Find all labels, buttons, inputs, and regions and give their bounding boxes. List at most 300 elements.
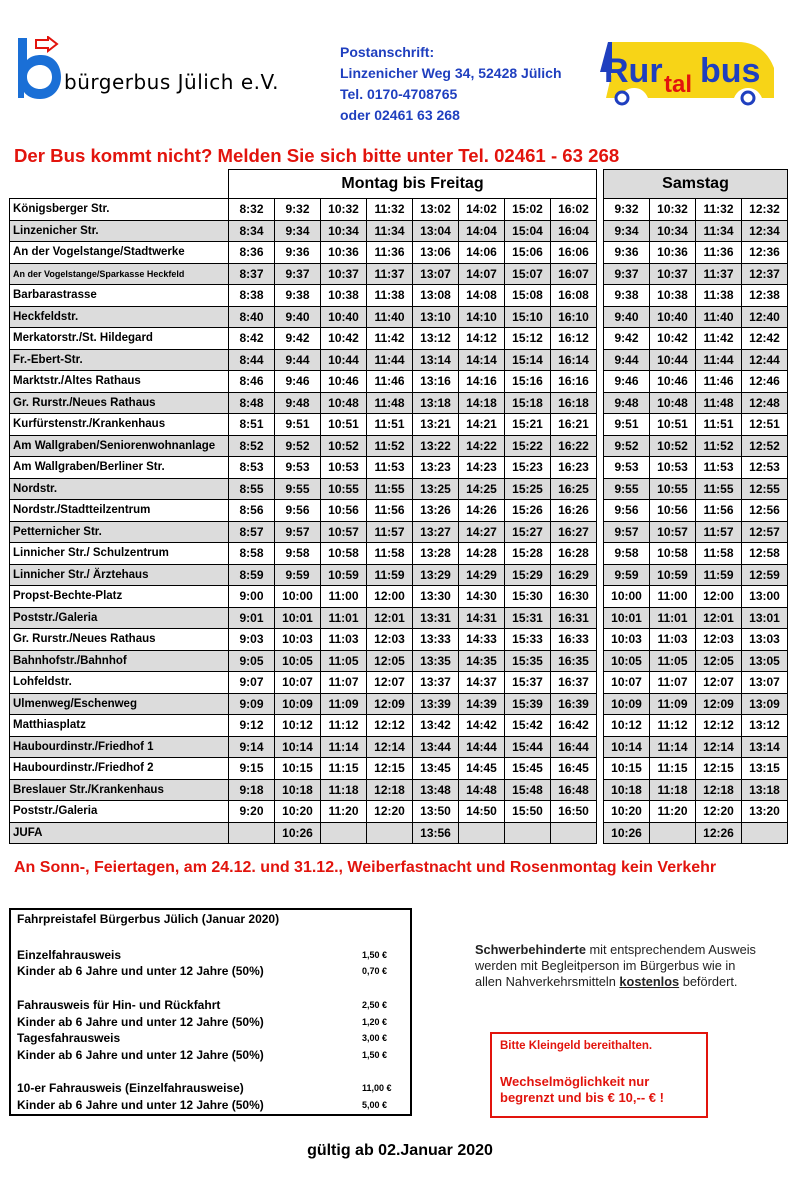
saturday-departure: 10:59	[650, 564, 696, 586]
saturday-departure: 12:05	[696, 650, 742, 672]
fare-price: 11,00 €	[362, 1083, 392, 1093]
weekday-departure: 11:56	[367, 500, 413, 522]
saturday-departure: 11:44	[696, 349, 742, 371]
timetable-row	[10, 672, 788, 694]
weekday-departure: 13:33	[413, 629, 459, 651]
weekday-departure: 11:03	[321, 629, 367, 651]
saturday-departure: 10:18	[604, 779, 650, 801]
timetable-row	[10, 371, 788, 393]
saturday-departure: 13:03	[742, 629, 788, 651]
saturday-departure: 11:52	[696, 435, 742, 457]
saturday-departure: 12:48	[742, 392, 788, 414]
saturday-departure: 12:07	[696, 672, 742, 694]
timetable-row	[10, 306, 788, 328]
weekday-departure: 12:09	[367, 693, 413, 715]
weekday-departure: 10:55	[321, 478, 367, 500]
fare-price: 5,00 €	[362, 1100, 388, 1110]
weekday-departure: 11:05	[321, 650, 367, 672]
saturday-departure: 11:38	[696, 285, 742, 307]
weekday-departure: 15:04	[505, 220, 551, 242]
weekday-departure: 9:05	[229, 650, 275, 672]
saturday-departure: 12:20	[696, 801, 742, 823]
weekday-departure: 12:15	[367, 758, 413, 780]
weekday-departure: 13:30	[413, 586, 459, 608]
saturday-departure: 9:37	[604, 263, 650, 285]
postal-address	[340, 42, 590, 126]
saturday-departure: 9:53	[604, 457, 650, 479]
weekday-departure: 16:50	[551, 801, 597, 823]
stop-name: Lohfeldstr.	[10, 672, 229, 694]
weekday-departure: 11:01	[321, 607, 367, 629]
saturday-departure: 10:32	[650, 199, 696, 221]
weekday-departure: 9:34	[275, 220, 321, 242]
weekday-departure: 16:12	[551, 328, 597, 350]
timetable-row	[10, 521, 788, 543]
weekday-departure: 14:37	[459, 672, 505, 694]
weekday-departure: 14:31	[459, 607, 505, 629]
saturday-departure: 10:01	[604, 607, 650, 629]
disabled-passenger-note	[475, 942, 765, 990]
weekday-departure: 16:04	[551, 220, 597, 242]
weekday-departure: 15:25	[505, 478, 551, 500]
stop-name: Gr. Rurstr./Neues Rathaus	[10, 392, 229, 414]
weekday-departure: 9:36	[275, 242, 321, 264]
fare-label: Kinder ab 6 Jahre und unter 12 Jahre (50%)	[17, 1098, 264, 1112]
weekday-departure: 9:58	[275, 543, 321, 565]
weekday-departure: 11:48	[367, 392, 413, 414]
buergerbus-logo	[14, 36, 304, 102]
weekday-departure: 14:30	[459, 586, 505, 608]
saturday-departure: 10:05	[604, 650, 650, 672]
saturday-departure: 12:58	[742, 543, 788, 565]
weekday-departure: 15:31	[505, 607, 551, 629]
fare-label: Tagesfahrausweis	[17, 1031, 121, 1045]
column-gap	[597, 170, 604, 199]
stop-name: Linnicher Str./ Ärztehaus	[10, 564, 229, 586]
weekday-departure: 11:37	[367, 263, 413, 285]
saturday-departure: 11:36	[696, 242, 742, 264]
weekday-departure: 16:10	[551, 306, 597, 328]
saturday-departure: 9:51	[604, 414, 650, 436]
weekday-departure: 16:37	[551, 672, 597, 694]
stop-name: Linnicher Str./ Schulzentrum	[10, 543, 229, 565]
timetable-row	[10, 478, 788, 500]
timetable-row	[10, 715, 788, 737]
weekday-departure: 14:10	[459, 306, 505, 328]
saturday-departure: 9:52	[604, 435, 650, 457]
weekday-departure: 8:59	[229, 564, 275, 586]
weekday-departure: 9:44	[275, 349, 321, 371]
weekday-departure: 9:57	[275, 521, 321, 543]
weekday-departure: 9:48	[275, 392, 321, 414]
saturday-departure: 10:26	[604, 822, 650, 844]
fare-label: Einzelfahrausweis	[17, 948, 122, 962]
saturday-departure: 10:38	[650, 285, 696, 307]
weekday-departure: 8:57	[229, 521, 275, 543]
saturday-departure: 9:55	[604, 478, 650, 500]
rurtalbus-logo	[588, 38, 784, 108]
weekday-departure: 10:48	[321, 392, 367, 414]
saturday-departure: 9:58	[604, 543, 650, 565]
saturday-departure: 12:42	[742, 328, 788, 350]
stop-name: Petternicher Str.	[10, 521, 229, 543]
stop-name: JUFA	[10, 822, 229, 844]
saturday-departure: 10:09	[604, 693, 650, 715]
weekday-departure: 9:15	[229, 758, 275, 780]
weekday-departure: 11:46	[367, 371, 413, 393]
saturday-departure: 13:12	[742, 715, 788, 737]
stop-name: An der Vogelstange/Sparkasse Heckfeld	[10, 263, 229, 285]
weekday-departure: 15:21	[505, 414, 551, 436]
disabled-note-free: kostenlos	[619, 974, 680, 989]
saturday-departure: 12:01	[696, 607, 742, 629]
weekday-departure: 14:29	[459, 564, 505, 586]
saturday-departure: 10:34	[650, 220, 696, 242]
weekday-departure: 8:52	[229, 435, 275, 457]
weekday-departure: 13:28	[413, 543, 459, 565]
saturday-departure: 11:34	[696, 220, 742, 242]
weekday-departure: 15:07	[505, 263, 551, 285]
fare-label: Fahrausweis für Hin- und Rückfahrt	[17, 998, 221, 1012]
change-warning-box	[490, 1032, 708, 1118]
timetable-row	[10, 328, 788, 350]
saturday-departure: 10:55	[650, 478, 696, 500]
weekday-departure: 16:08	[551, 285, 597, 307]
saturday-departure: 12:40	[742, 306, 788, 328]
weekday-departure: 16:02	[551, 199, 597, 221]
column-gap	[597, 521, 604, 543]
weekday-departure: 10:09	[275, 693, 321, 715]
weekday-departure: 8:44	[229, 349, 275, 371]
stop-name: Heckfeldstr.	[10, 306, 229, 328]
saturday-departure: 9:38	[604, 285, 650, 307]
weekday-departure: 14:04	[459, 220, 505, 242]
fare-price: 1,20 €	[362, 1017, 388, 1027]
saturday-departure: 10:44	[650, 349, 696, 371]
weekday-departure: 11:57	[367, 521, 413, 543]
change-note-line2: Wechselmöglichkeit nur begrenzt und bis € 10,-- € !	[500, 1074, 664, 1105]
weekday-departure: 8:36	[229, 242, 275, 264]
saturday-departure: 9:40	[604, 306, 650, 328]
column-gap	[597, 736, 604, 758]
saturday-departure: 10:51	[650, 414, 696, 436]
weekday-departure: 12:07	[367, 672, 413, 694]
weekday-departure: 10:53	[321, 457, 367, 479]
saturday-departure: 13:01	[742, 607, 788, 629]
org-name: bürgerbus Jülich e.V.	[64, 70, 279, 94]
weekday-departure: 13:16	[413, 371, 459, 393]
weekday-departure: 11:36	[367, 242, 413, 264]
weekday-departure: 9:59	[275, 564, 321, 586]
column-gap	[597, 586, 604, 608]
stop-name: Matthiasplatz	[10, 715, 229, 737]
weekday-departure: 10:05	[275, 650, 321, 672]
column-gap	[597, 263, 604, 285]
weekday-departure: 13:42	[413, 715, 459, 737]
weekday-departure: 13:02	[413, 199, 459, 221]
weekday-departure: 16:23	[551, 457, 597, 479]
column-gap	[597, 199, 604, 221]
column-gap	[597, 371, 604, 393]
saturday-departure: 12:09	[696, 693, 742, 715]
column-gap	[597, 414, 604, 436]
weekday-departure: 13:37	[413, 672, 459, 694]
weekday-departure: 14:23	[459, 457, 505, 479]
weekday-departure: 9:07	[229, 672, 275, 694]
saturday-departure: 11:18	[650, 779, 696, 801]
weekday-departure: 14:33	[459, 629, 505, 651]
stop-name: Haubourdinstr./Friedhof 1	[10, 736, 229, 758]
weekday-departure: 9:14	[229, 736, 275, 758]
weekday-departure: 10:52	[321, 435, 367, 457]
weekday-departure: 16:35	[551, 650, 597, 672]
saturday-departure: 9:57	[604, 521, 650, 543]
saturday-departure: 12:00	[696, 586, 742, 608]
stop-name: Nordstr./Stadtteilzentrum	[10, 500, 229, 522]
weekday-departure: 14:22	[459, 435, 505, 457]
saturday-departure: 10:58	[650, 543, 696, 565]
saturday-departure: 12:32	[742, 199, 788, 221]
fare-table	[9, 908, 412, 1116]
weekday-departure: 10:37	[321, 263, 367, 285]
weekday-departure: 12:12	[367, 715, 413, 737]
weekday-departure	[459, 822, 505, 844]
weekday-departure: 15:44	[505, 736, 551, 758]
column-gap	[597, 349, 604, 371]
weekday-departure: 16:26	[551, 500, 597, 522]
column-gap	[597, 822, 604, 844]
weekday-departure: 9:56	[275, 500, 321, 522]
weekday-departure: 15:18	[505, 392, 551, 414]
weekday-departure: 14:26	[459, 500, 505, 522]
weekday-departure: 10:32	[321, 199, 367, 221]
weekday-departure: 8:37	[229, 263, 275, 285]
column-gap	[597, 285, 604, 307]
saturday-departure: 10:42	[650, 328, 696, 350]
saturday-departure: 10:56	[650, 500, 696, 522]
saturday-departure: 9:46	[604, 371, 650, 393]
weekday-departure: 9:46	[275, 371, 321, 393]
weekday-departure: 10:00	[275, 586, 321, 608]
saturday-departure: 11:37	[696, 263, 742, 285]
weekday-departure: 8:40	[229, 306, 275, 328]
weekday-departure: 8:56	[229, 500, 275, 522]
fare-price: 1,50 €	[362, 1050, 388, 1060]
column-gap	[597, 543, 604, 565]
column-gap	[597, 242, 604, 264]
weekday-departure: 12:01	[367, 607, 413, 629]
saturday-departure: 11:46	[696, 371, 742, 393]
weekday-departure: 13:14	[413, 349, 459, 371]
complaint-headline: Der Bus kommt nicht? Melden Sie sich bitte unter Tel. 02461 - 63 268	[14, 145, 620, 166]
weekday-header: Montag bis Freitag	[229, 170, 597, 199]
weekday-departure: 13:18	[413, 392, 459, 414]
weekday-departure: 10:59	[321, 564, 367, 586]
saturday-departure: 12:44	[742, 349, 788, 371]
weekday-departure: 15:42	[505, 715, 551, 737]
weekday-departure: 10:34	[321, 220, 367, 242]
weekday-departure: 10:20	[275, 801, 321, 823]
timetable-row	[10, 263, 788, 285]
rurtal-rur: Rur	[604, 52, 663, 90]
no-service-note: An Sonn-, Feiertagen, am 24.12. und 31.12., Weiberfastnacht und Rosenmontag kein Verkehr	[14, 859, 717, 876]
saturday-departure: 12:26	[696, 822, 742, 844]
weekday-departure: 15:33	[505, 629, 551, 651]
weekday-departure: 11:12	[321, 715, 367, 737]
saturday-departure: 13:05	[742, 650, 788, 672]
timetable-row	[10, 414, 788, 436]
weekday-departure	[367, 822, 413, 844]
weekday-departure: 12:14	[367, 736, 413, 758]
timetable-row	[10, 220, 788, 242]
weekday-departure: 11:32	[367, 199, 413, 221]
saturday-departure: 10:37	[650, 263, 696, 285]
saturday-departure: 13:14	[742, 736, 788, 758]
saturday-departure: 11:58	[696, 543, 742, 565]
postal-line: Postanschrift:	[340, 44, 435, 60]
weekday-departure: 16:21	[551, 414, 597, 436]
weekday-departure: 9:37	[275, 263, 321, 285]
column-gap	[597, 457, 604, 479]
valid-from: gültig ab 02.Januar 2020	[307, 1142, 493, 1159]
saturday-departure: 12:52	[742, 435, 788, 457]
disabled-note-text: mit entsprechendem Ausweis werden mit Begleitperson im Bürgerbus wie in allen Nahverkehrsmitteln	[475, 942, 756, 989]
weekday-departure: 10:40	[321, 306, 367, 328]
weekday-departure: 13:10	[413, 306, 459, 328]
saturday-departure: 9:42	[604, 328, 650, 350]
stop-name: Barbarastrasse	[10, 285, 229, 307]
weekday-departure: 13:25	[413, 478, 459, 500]
column-gap	[597, 220, 604, 242]
stop-name: Am Wallgraben/Seniorenwohnanlage	[10, 435, 229, 457]
weekday-departure: 15:16	[505, 371, 551, 393]
saturday-departure: 10:57	[650, 521, 696, 543]
weekday-departure: 11:59	[367, 564, 413, 586]
weekday-departure: 16:44	[551, 736, 597, 758]
saturday-departure: 12:12	[696, 715, 742, 737]
weekday-departure: 10:42	[321, 328, 367, 350]
weekday-departure: 14:08	[459, 285, 505, 307]
stop-name: Kurfürstenstr./Krankenhaus	[10, 414, 229, 436]
fare-label: Kinder ab 6 Jahre und unter 12 Jahre (50%)	[17, 1048, 264, 1062]
weekday-departure: 11:44	[367, 349, 413, 371]
column-gap	[597, 650, 604, 672]
stop-name: Marktstr./Altes Rathaus	[10, 371, 229, 393]
weekday-departure: 14:21	[459, 414, 505, 436]
weekday-departure: 11:20	[321, 801, 367, 823]
weekday-departure: 16:33	[551, 629, 597, 651]
column-gap	[597, 478, 604, 500]
saturday-departure: 12:03	[696, 629, 742, 651]
weekday-departure: 15:12	[505, 328, 551, 350]
weekday-departure: 10:12	[275, 715, 321, 737]
weekday-departure: 16:39	[551, 693, 597, 715]
timetable-row	[10, 607, 788, 629]
weekday-departure: 10:58	[321, 543, 367, 565]
weekday-departure: 16:06	[551, 242, 597, 264]
weekday-departure: 13:26	[413, 500, 459, 522]
stop-name: Haubourdinstr./Friedhof 2	[10, 758, 229, 780]
weekday-departure: 14:50	[459, 801, 505, 823]
timetable-corner	[10, 170, 229, 199]
saturday-departure: 11:59	[696, 564, 742, 586]
timetable-row	[10, 758, 788, 780]
weekday-departure: 16:42	[551, 715, 597, 737]
weekday-departure: 10:57	[321, 521, 367, 543]
weekday-departure: 14:44	[459, 736, 505, 758]
stop-name: Merkatorstr./St. Hildegard	[10, 328, 229, 350]
weekday-departure: 10:36	[321, 242, 367, 264]
weekday-departure	[321, 822, 367, 844]
weekday-departure: 10:56	[321, 500, 367, 522]
weekday-departure: 8:58	[229, 543, 275, 565]
weekday-departure	[229, 822, 275, 844]
timetable-row	[10, 500, 788, 522]
saturday-departure: 10:20	[604, 801, 650, 823]
weekday-departure: 13:35	[413, 650, 459, 672]
column-gap	[597, 306, 604, 328]
timetable-row	[10, 349, 788, 371]
saturday-departure: 12:55	[742, 478, 788, 500]
fare-price: 0,70 €	[362, 966, 388, 976]
timetable-row	[10, 693, 788, 715]
saturday-departure: 11:09	[650, 693, 696, 715]
weekday-departure: 13:12	[413, 328, 459, 350]
weekday-departure: 10:44	[321, 349, 367, 371]
postal-line: oder 02461 63 268	[340, 107, 460, 123]
fare-label: 10-er Fahrausweis (Einzelfahrausweise)	[17, 1081, 244, 1095]
timetable-row	[10, 199, 788, 221]
stop-name: Linzenicher Str.	[10, 220, 229, 242]
weekday-departure: 14:48	[459, 779, 505, 801]
saturday-departure: 10:15	[604, 758, 650, 780]
weekday-departure: 16:45	[551, 758, 597, 780]
column-gap	[597, 693, 604, 715]
weekday-departure: 8:51	[229, 414, 275, 436]
timetable	[9, 169, 788, 844]
saturday-departure: 11:01	[650, 607, 696, 629]
weekday-departure: 15:50	[505, 801, 551, 823]
weekday-departure: 10:03	[275, 629, 321, 651]
weekday-departure: 15:28	[505, 543, 551, 565]
saturday-departure: 10:12	[604, 715, 650, 737]
weekday-departure: 11:09	[321, 693, 367, 715]
stop-name: Gr. Rurstr./Neues Rathaus	[10, 629, 229, 651]
weekday-departure: 16:25	[551, 478, 597, 500]
saturday-departure: 12:14	[696, 736, 742, 758]
weekday-departure: 12:05	[367, 650, 413, 672]
weekday-departure: 13:23	[413, 457, 459, 479]
weekday-departure: 11:00	[321, 586, 367, 608]
stop-name: Poststr./Galeria	[10, 607, 229, 629]
weekday-departure: 8:53	[229, 457, 275, 479]
stop-name: Poststr./Galeria	[10, 801, 229, 823]
saturday-departure: 9:59	[604, 564, 650, 586]
weekday-departure: 15:35	[505, 650, 551, 672]
weekday-departure: 10:26	[275, 822, 321, 844]
weekday-departure: 8:32	[229, 199, 275, 221]
postal-line: Linzenicher Weg 34, 52428 Jülich	[340, 65, 562, 81]
weekday-departure: 15:02	[505, 199, 551, 221]
weekday-departure: 11:42	[367, 328, 413, 350]
stop-name: Breslauer Str./Krankenhaus	[10, 779, 229, 801]
saturday-departure: 11:55	[696, 478, 742, 500]
saturday-departure: 12:18	[696, 779, 742, 801]
weekday-departure: 13:48	[413, 779, 459, 801]
weekday-departure: 14:16	[459, 371, 505, 393]
column-gap	[597, 435, 604, 457]
weekday-departure: 13:29	[413, 564, 459, 586]
